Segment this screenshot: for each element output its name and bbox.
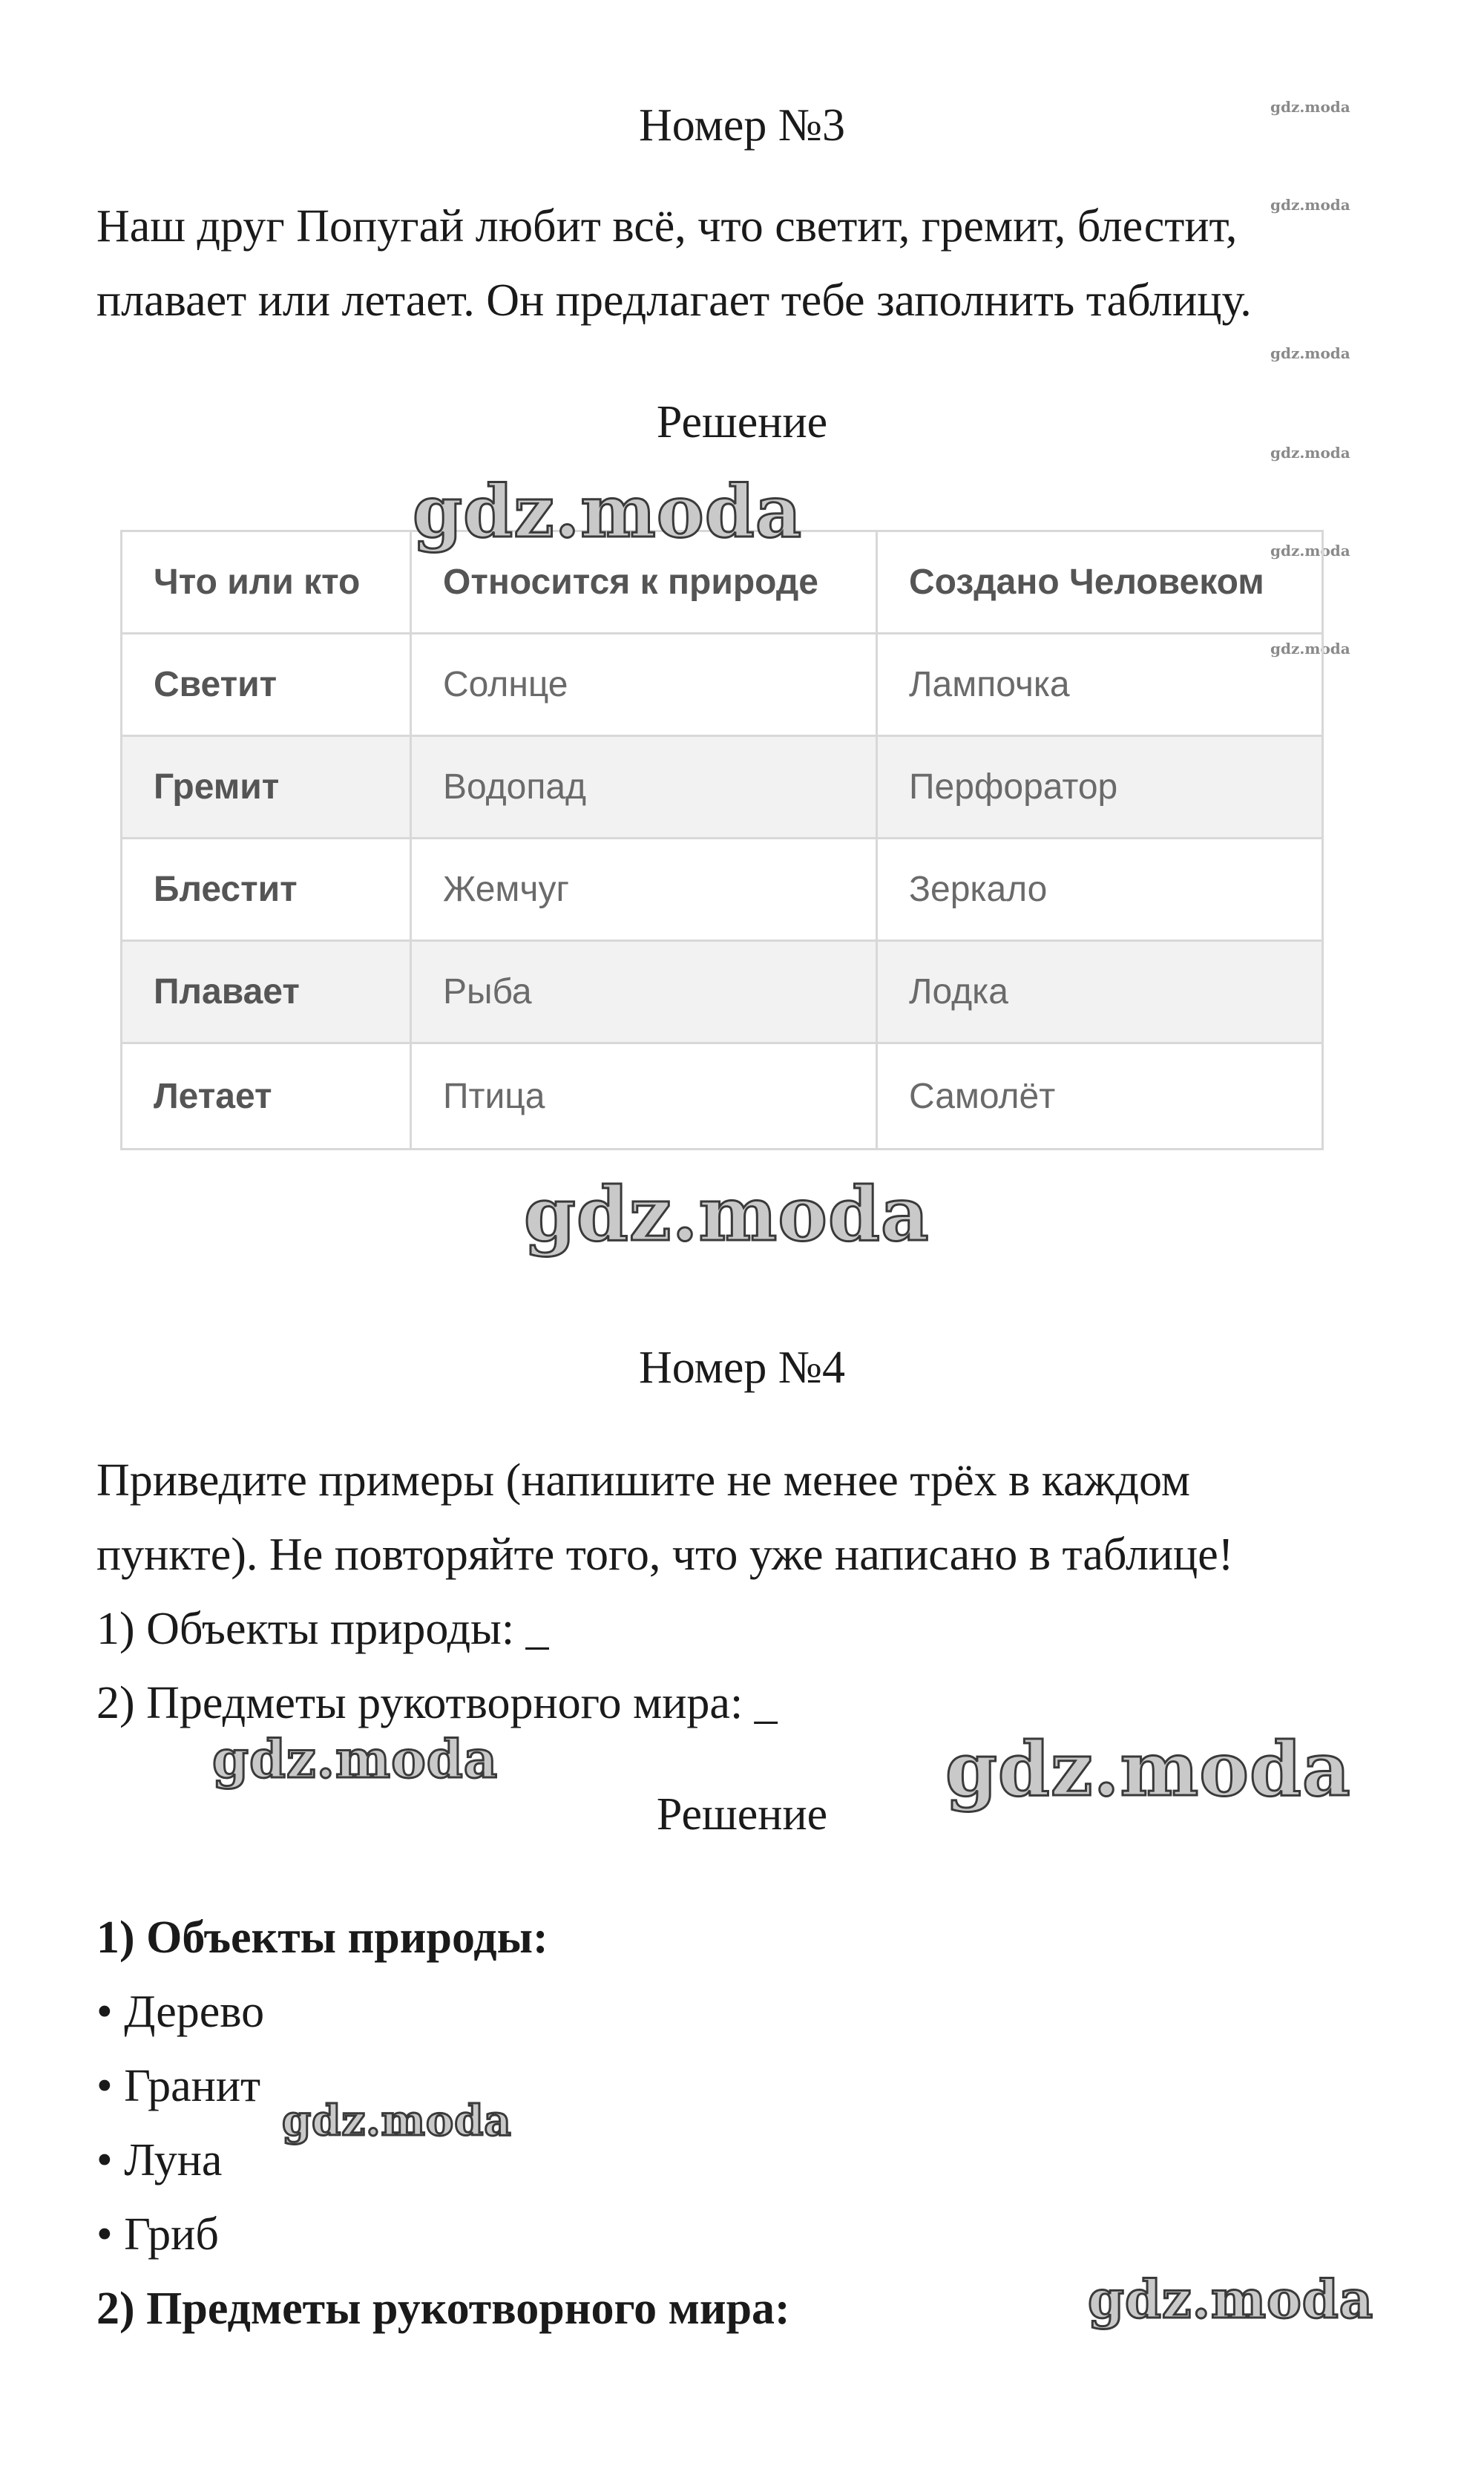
table-cell: Лампочка — [909, 665, 1070, 704]
table-cell: Плавает — [122, 942, 412, 1042]
watermark-large: gdz.moda — [1088, 2269, 1374, 2330]
task3-title: Номер №3 — [638, 100, 845, 151]
table-cell: Светит — [122, 634, 412, 735]
task4-text-line2: пункте). Не повторяйте того, что уже написано в таблице! — [96, 1529, 1234, 1580]
watermark-small: gdz.moda — [1270, 98, 1350, 116]
watermark-large: gdz.moda — [524, 1170, 930, 1258]
table-cell: Водопад — [412, 737, 878, 837]
list-item: • Гриб — [96, 2209, 219, 2260]
watermark-large: gdz.moda — [413, 470, 803, 554]
table-cell: Рыба — [412, 942, 878, 1042]
table-header-cell: Создано Человеком — [909, 563, 1264, 602]
task4-item1: 1) Объекты природы: _ — [96, 1604, 549, 1654]
task4-item2: 2) Предметы рукотворного мира: _ — [96, 1678, 778, 1728]
table-cell: Лодка — [909, 972, 1008, 1011]
watermark-small: gdz.moda — [1270, 640, 1350, 657]
table-cell: Летает — [122, 1044, 412, 1148]
table-cell: Солнце — [412, 634, 878, 735]
task3-text-line1: Наш друг Попугай любит всё, что светит, гремит, блестит, — [96, 201, 1238, 252]
table-row — [122, 1044, 1322, 1148]
table-cell: Блестит — [122, 839, 412, 939]
watermark-large: gdz.moda — [282, 2096, 512, 2145]
task3-solution-label: Решение — [656, 397, 828, 447]
table-cell: Птица — [412, 1044, 878, 1148]
list-item: • Дерево — [96, 1987, 265, 2037]
watermark-large: gdz.moda — [945, 1725, 1351, 1813]
watermark-small: gdz.moda — [1270, 542, 1350, 560]
answer-heading-manmade: 2) Предметы рукотворного мира: — [96, 2283, 790, 2334]
answer-table — [120, 530, 1324, 1150]
table-cell: Гремит — [122, 737, 412, 837]
table-cell: Самолёт — [909, 1076, 1056, 1116]
task4-text-line1: Приведите примеры (напишите не менее трёх в каждом — [96, 1455, 1191, 1506]
watermark-small: gdz.moda — [1270, 444, 1350, 462]
watermark-small: gdz.moda — [1270, 344, 1350, 362]
table-row — [122, 634, 1322, 737]
task4-title: Номер №4 — [638, 1342, 845, 1393]
table-cell: Жемчуг — [412, 839, 878, 939]
list-item: • Луна — [96, 2135, 223, 2185]
answer-heading-nature: 1) Объекты природы: — [96, 1912, 548, 1963]
table-row — [122, 737, 1322, 839]
table-row — [122, 942, 1322, 1044]
task4-solution-label: Решение — [656, 1789, 828, 1840]
watermark-small: gdz.moda — [1270, 196, 1350, 214]
task3-text-line2: плавает или летает. Он предлагает тебе заполнить таблицу. — [96, 275, 1252, 326]
watermark-large: gdz.moda — [212, 1728, 499, 1790]
table-header-cell: Что или кто — [122, 532, 412, 632]
list-item: • Гранит — [96, 2061, 261, 2111]
table-row — [122, 839, 1322, 942]
table-cell: Перфоратор — [909, 767, 1118, 807]
table-header-cell: Относится к природе — [412, 532, 878, 632]
table-cell: Зеркало — [909, 870, 1048, 909]
